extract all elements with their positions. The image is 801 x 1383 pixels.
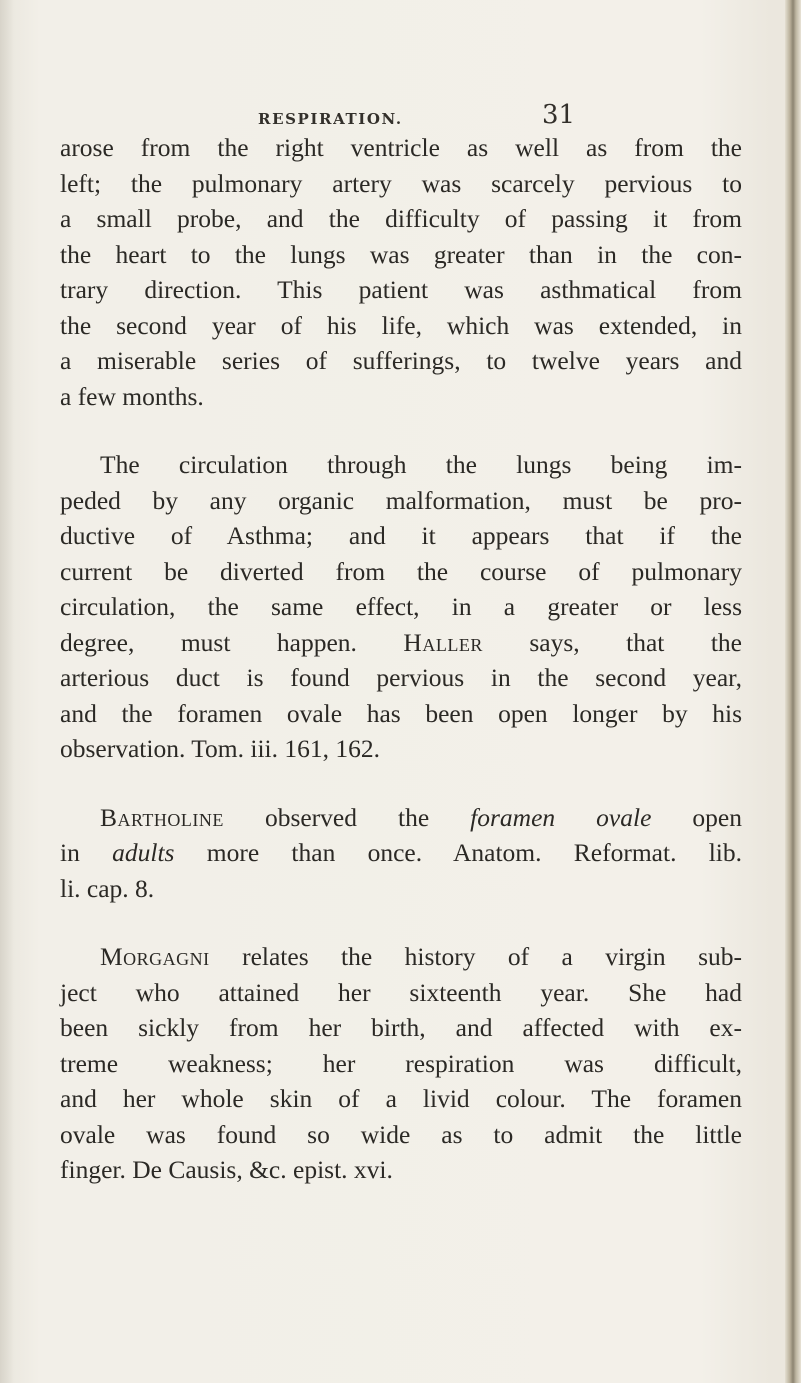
text-line: left; the pulmonary artery was scarcely pervious to	[60, 168, 742, 198]
text-line: The circulation through the lungs being im-	[100, 450, 742, 479]
paragraph-gap	[60, 906, 742, 939]
text-line	[60, 835, 742, 871]
text-line	[60, 625, 742, 661]
page-number: 31	[542, 100, 576, 130]
text-line: observation. Tom. iii. 161, 162.	[60, 734, 381, 763]
page-edge-shadow	[0, 0, 14, 1383]
text-line: treme weakness; her respiration was difficult,	[60, 1048, 742, 1078]
paragraph-4	[60, 939, 742, 1188]
paragraph-gap	[60, 414, 742, 447]
text-segment: degree, must happen.	[60, 627, 357, 657]
italic-term: adults	[112, 838, 175, 867]
text-line: a miserable series of sufferings, to twelve years and	[60, 346, 742, 375]
text-line: the second year of his life, which was extended, in	[60, 310, 742, 340]
author-name-bartholine: Bartholine	[100, 802, 224, 832]
text-line: a small probe, and the difficulty of passing it from	[60, 204, 742, 233]
text-line: circulation, the same effect, in a greater or less	[60, 592, 742, 621]
text-line: ductive of Asthma; and it appears that if the	[60, 521, 742, 550]
text-line: been sickly from her birth, and affected with ex-	[60, 1013, 742, 1042]
text-line: peded by any organic malformation, must be pro-	[60, 485, 742, 515]
text-line: and the foramen ovale has been open longer by his	[60, 698, 742, 728]
running-head: RESPIRATION.	[258, 110, 403, 128]
author-name-morgagni: Morgagni	[100, 942, 210, 971]
text-segment: more than once. Anatom. Reformat. lib.	[206, 838, 743, 867]
paragraph-1	[60, 130, 742, 414]
text-segment: relates the history of a virgin sub-	[242, 942, 743, 971]
text-line: trary direction. This patient was asthmatical from	[60, 275, 742, 304]
paragraph-2	[60, 447, 742, 767]
text-segment: says, that the	[529, 627, 742, 657]
text-line	[60, 939, 742, 975]
paragraph-gap	[60, 767, 742, 800]
text-line: ovale was found so wide as to admit the little	[60, 1119, 742, 1149]
text-line: li. cap. 8.	[60, 873, 155, 903]
text-line: ject who attained her sixteenth year. She had	[60, 977, 742, 1007]
text-line: current be diverted from the course of pulmonary	[60, 556, 742, 586]
author-name-haller: Haller	[403, 627, 483, 657]
text-line: arose from the right ventricle as well as from the	[60, 133, 742, 162]
book-binding-edge	[785, 0, 801, 1383]
text-line	[60, 800, 742, 836]
paragraph-3	[60, 800, 742, 907]
text-line: arterious duct is found pervious in the second year,	[60, 663, 742, 692]
text-line: a few months.	[60, 381, 204, 411]
text-segment: in	[60, 838, 80, 867]
text-line: the heart to the lungs was greater than in the con-	[60, 239, 742, 269]
italic-term: foramen ovale	[470, 802, 652, 832]
text-segment: open	[692, 802, 742, 832]
text-segment: observed the	[264, 802, 430, 832]
text-line: and her whole skin of a livid colour. The foramen	[60, 1084, 742, 1113]
text-line: finger. De Causis, &c. epist. xvi.	[60, 1155, 393, 1184]
body-text	[60, 130, 742, 1188]
